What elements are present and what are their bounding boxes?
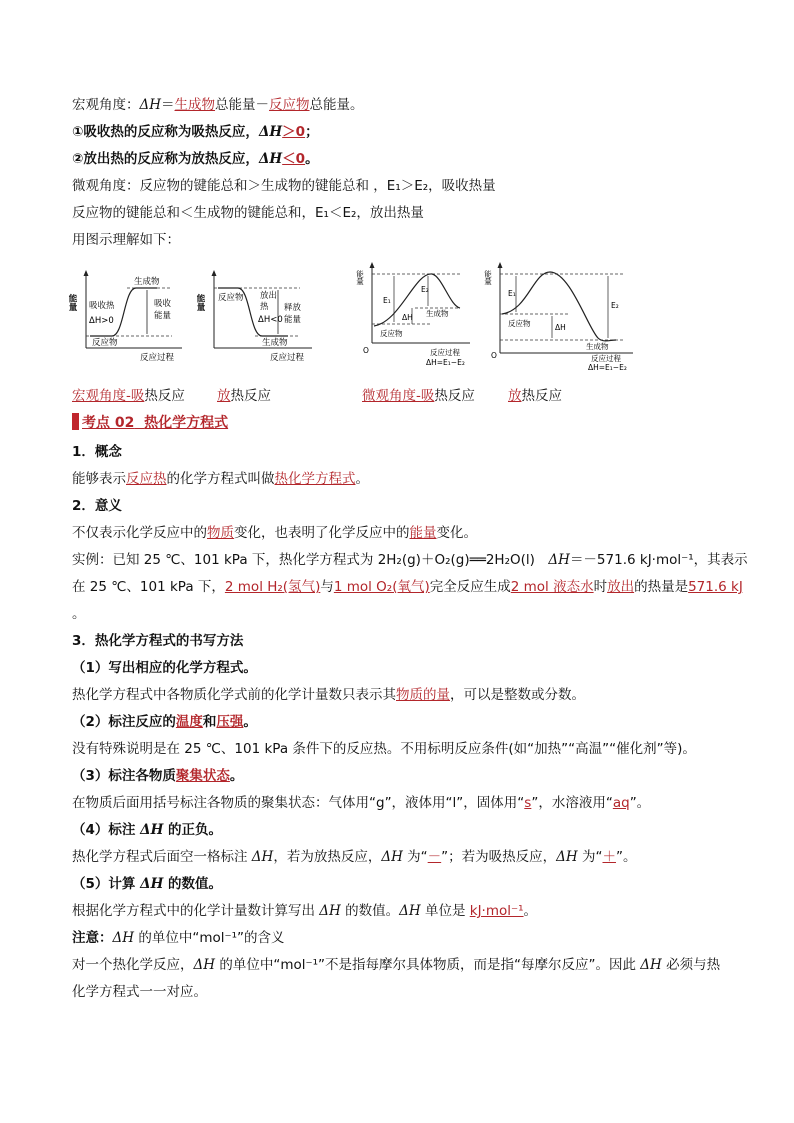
d3-formula-label: ΔH=E₁−E₂ — [426, 358, 465, 367]
example-t1: 与 — [320, 579, 334, 595]
macro-prefix: 宏观角度： — [72, 97, 140, 113]
step4-td: ”；若为吸热反应， — [441, 849, 557, 865]
dh-symbol: ΔH — [139, 97, 162, 113]
step2-pre: （2）标注反应的 — [72, 714, 176, 730]
rule2-text: ②放出热的反应称为放热反应， — [72, 151, 259, 167]
dh-symbol: ΔH — [112, 930, 135, 946]
step5-unit: kJ·mol⁻¹ — [469, 903, 524, 919]
s2-title: 2．意义 — [72, 498, 122, 514]
s1-key-reaction-heat: 反应热 — [126, 471, 167, 487]
dh-symbol: ΔH — [140, 822, 164, 838]
step3-solid: s — [524, 795, 532, 811]
d4-formula-label: ΔH=E₁−E₂ — [588, 363, 627, 372]
dh-symbol: ΔH — [258, 151, 283, 167]
step1-key: 物质的量 — [396, 687, 450, 703]
example-line-2 — [72, 577, 743, 597]
step4-pre: （4）标注 — [72, 822, 141, 838]
note-line-2 — [72, 955, 734, 975]
step3-title — [72, 766, 734, 786]
d1-absorb-energy-2: 能量 — [154, 311, 172, 321]
micro-line-2: 反应物的键能总和＜生成物的键能总和，E₁＜E₂，放出热量 — [72, 205, 424, 221]
d1-dh-label: ΔH>0 — [89, 316, 114, 326]
section-heading — [72, 412, 228, 432]
rule-exothermic — [72, 149, 734, 169]
step5-ta: 根据化学方程式中的化学计量数计算写出 — [72, 903, 320, 919]
rule1-relation: ＞0 — [282, 124, 306, 140]
step2-mid: 和 — [202, 714, 217, 730]
heading-title: 热化学方程式 — [144, 415, 229, 431]
dh-symbol: ΔH — [556, 849, 578, 865]
step5-td: 。 — [523, 903, 538, 919]
dh-symbol: ΔH — [193, 957, 216, 973]
step5-tc: 单位是 — [420, 903, 470, 919]
example-1b: ＝－571.6 kJ·mol⁻¹，其表示 — [569, 552, 748, 568]
caption-1a: 宏观角度-吸 — [72, 388, 145, 404]
dh-symbol: ΔH — [399, 903, 421, 919]
micro-line-1: 微观角度：反应物的键能总和＞生成物的键能总和 ，E₁＞E₂，吸收热量 — [72, 178, 496, 194]
step3-tb: ”，水溶液用“ — [531, 795, 613, 811]
d2-release-energy-1: 释放 — [284, 303, 302, 313]
note-line-1 — [72, 928, 734, 948]
step1-body — [72, 685, 734, 705]
step3-body — [72, 793, 734, 813]
note-line-3: 化学方程式一一对应。 — [72, 984, 207, 1000]
d1-yaxis-label: 能量 — [67, 294, 77, 311]
s1-mid: 的化学方程式叫做 — [166, 471, 275, 487]
rule2-end: 。 — [305, 151, 319, 167]
step1-title: （1）写出相应的化学方程式。 — [72, 660, 257, 676]
d3-product-label: 生成物 — [426, 309, 449, 318]
d2-dh-label: ΔH<0 — [258, 315, 283, 325]
s2-mid: 变化，也表明了化学反应中的 — [234, 525, 410, 541]
example-t3: 时 — [593, 579, 608, 595]
step5-tb: 的数值。 — [340, 903, 400, 919]
s1-end: 。 — [355, 471, 369, 487]
macro-line — [72, 95, 734, 115]
step3-tc: ”。 — [629, 795, 651, 811]
d4-e1-label: E₁ — [508, 289, 516, 298]
step2-key-temp: 温度 — [175, 714, 203, 730]
dh-symbol: ΔH — [381, 849, 403, 865]
example-line-1 — [72, 550, 748, 570]
d4-product-label: 生成物 — [586, 342, 609, 351]
dh-symbol: ΔH — [548, 552, 570, 568]
d1-reactant-label: 反应物 — [92, 338, 118, 348]
example-2a: 在 25 ℃、101 kPa 下， — [72, 579, 225, 595]
example-k3: 2 mol 液态水 — [510, 579, 594, 595]
caption-2b: 热反应 — [230, 388, 271, 404]
example-line-3: 。 — [72, 606, 86, 622]
note-2b: 的单位中“mol⁻¹”不是指每摩尔具体物质，而是指“每摩尔反应”。因此 — [215, 957, 641, 973]
step4-tb: ，若为放热反应， — [273, 849, 382, 865]
caption-1b: 热反应 — [144, 388, 185, 404]
note-2c: 必须与热 — [661, 957, 721, 973]
caption-3b: 热反应 — [434, 388, 475, 404]
step4-body — [72, 847, 734, 867]
note-label: 注意： — [72, 930, 113, 946]
caption-4a: 放 — [508, 388, 522, 404]
example-t4: 的热量是 — [634, 579, 689, 595]
d2-product-label: 生成物 — [262, 338, 288, 348]
caption-macro-endothermic — [72, 384, 185, 404]
step3-ta: 在物质后面用括号标注各物质的聚集状态：气体用“g”，液体用“l”，固体用“ — [72, 795, 525, 811]
step1-pre: 热化学方程式中各物质化学式前的化学计量数只表示其 — [72, 687, 396, 703]
s1-title: 1．概念 — [72, 444, 122, 460]
s2-body — [72, 523, 734, 543]
diagram-exothermic-macro — [195, 268, 320, 367]
s2-key-matter: 物质 — [207, 525, 234, 541]
step5-body — [72, 901, 734, 921]
step4-plus: ＋ — [602, 849, 616, 865]
step2-key-pressure: 压强 — [216, 714, 244, 730]
step3-key: 聚集状态 — [175, 768, 230, 784]
s3-title: 3．热化学方程式的书写方法 — [72, 633, 244, 649]
dh-symbol: ΔH — [640, 957, 662, 973]
step5-title — [72, 874, 734, 894]
d4-xaxis-label: 反应过程 — [591, 354, 621, 363]
d1-product-label: 生成物 — [134, 277, 160, 287]
caption-3a: 微观角度-吸 — [362, 388, 435, 404]
heading-text — [82, 415, 228, 431]
step5-pre: （5）计算 — [72, 876, 141, 892]
rule1-text: ①吸收热的反应称为吸热反应， — [72, 124, 259, 140]
note-2a: 对一个热化学反应， — [72, 957, 194, 973]
d1-absorb-energy-1: 吸收 — [154, 299, 172, 309]
d1-absorb-label: 吸收热 — [89, 301, 115, 311]
d2-release-2: 热 — [260, 302, 269, 312]
s1-body — [72, 469, 734, 489]
step4-tf: ”。 — [615, 849, 637, 865]
d4-origin-label: O — [491, 351, 497, 360]
step2-end: 。 — [243, 714, 257, 730]
example-k1: 2 mol H₂(氢气) — [224, 579, 321, 595]
products-term: 生成物 — [174, 97, 216, 113]
d4-reactant-label: 反应物 — [508, 319, 531, 328]
note-tb: 的单位中“mol⁻¹”的含义 — [134, 930, 285, 946]
example-k4: 放出 — [607, 579, 635, 595]
rule1-end: ； — [305, 124, 319, 140]
d4-yaxis-label: 能量 — [483, 270, 493, 285]
d2-yaxis-label: 能量 — [195, 294, 205, 311]
caption-micro-endothermic — [362, 384, 475, 404]
s2-key-energy: 能量 — [409, 525, 437, 541]
step4-te: 为“ — [577, 849, 603, 865]
step4-end: 的正负。 — [163, 822, 223, 838]
d3-e2-label: E₂ — [421, 285, 429, 294]
s2-end: 变化。 — [436, 525, 477, 541]
caption-macro-exothermic — [217, 384, 271, 404]
step3-end: 。 — [229, 768, 244, 784]
step3-aq: aq — [612, 795, 630, 811]
d3-dh-label: ΔH — [402, 313, 413, 322]
diagram-intro: 用图示理解如下： — [72, 232, 180, 248]
d3-xaxis-label: 反应过程 — [430, 348, 460, 357]
d2-xaxis-label: 反应过程 — [270, 353, 305, 363]
rule-endothermic — [72, 122, 734, 142]
example-t2: 完全反应生成 — [429, 579, 511, 595]
diagram-endothermic-micro — [355, 258, 475, 377]
eq-sign: ＝ — [161, 97, 175, 113]
step4-minus: － — [427, 849, 442, 865]
step5-end: 的数值。 — [163, 876, 223, 892]
dh-symbol: ΔH — [258, 124, 283, 140]
dh-symbol: ΔH — [319, 903, 341, 919]
d3-origin-label: O — [363, 346, 369, 355]
step4-tc: 为“ — [402, 849, 428, 865]
step1-end: ，可以是整数或分数。 — [450, 687, 585, 703]
dh-symbol: ΔH — [140, 876, 164, 892]
diagram-endothermic-macro — [67, 268, 187, 367]
caption-2a: 放 — [217, 388, 231, 404]
s1-key-thermo-equation: 热化学方程式 — [274, 471, 356, 487]
d3-yaxis-label: 能量 — [355, 270, 365, 285]
step2-body: 没有特殊说明是在 25 ℃、101 kPa 条件下的反应热。不用标明反应条件(如“加热”“高温”“催化剂”等)。 — [72, 741, 696, 757]
d3-e1-label: E₁ — [383, 296, 391, 305]
example-1a: 实例：已知 25 ℃、101 kPa 下，热化学方程式为 2H₂(g)＋O₂(g)══2H₂O(l) — [72, 552, 549, 568]
example-k5: 571.6 kJ — [688, 579, 743, 595]
caption-micro-exothermic — [508, 384, 562, 404]
caption-4b: 热反应 — [521, 388, 562, 404]
heading-bar — [72, 413, 79, 430]
d2-release-energy-2: 能量 — [284, 315, 302, 325]
diagram-exothermic-micro — [483, 258, 638, 377]
s2-pre: 不仅表示化学反应中的 — [72, 525, 207, 541]
macro-tail: 总能量。 — [309, 97, 364, 113]
macro-mid: 总能量－ — [215, 97, 270, 113]
step3-pre: （3）标注各物质 — [72, 768, 176, 784]
d1-xaxis-label: 反应过程 — [140, 353, 175, 363]
rule2-relation: ＜0 — [282, 151, 306, 167]
step2-title — [72, 712, 734, 732]
d2-release-1: 放出 — [260, 291, 278, 301]
d4-e2-label: E₂ — [611, 301, 619, 310]
step4-title — [72, 820, 734, 840]
d2-reactant-label: 反应物 — [218, 293, 244, 303]
step4-ta: 热化学方程式后面空一格标注 — [72, 849, 252, 865]
d3-reactant-label: 反应物 — [380, 329, 403, 338]
d4-dh-label: ΔH — [555, 323, 566, 332]
heading-code: 考点 02 — [82, 415, 135, 431]
example-k2: 1 mol O₂(氧气) — [333, 579, 430, 595]
dh-symbol: ΔH — [251, 849, 274, 865]
s1-pre: 能够表示 — [72, 471, 126, 487]
reactants-term: 反应物 — [269, 97, 310, 113]
